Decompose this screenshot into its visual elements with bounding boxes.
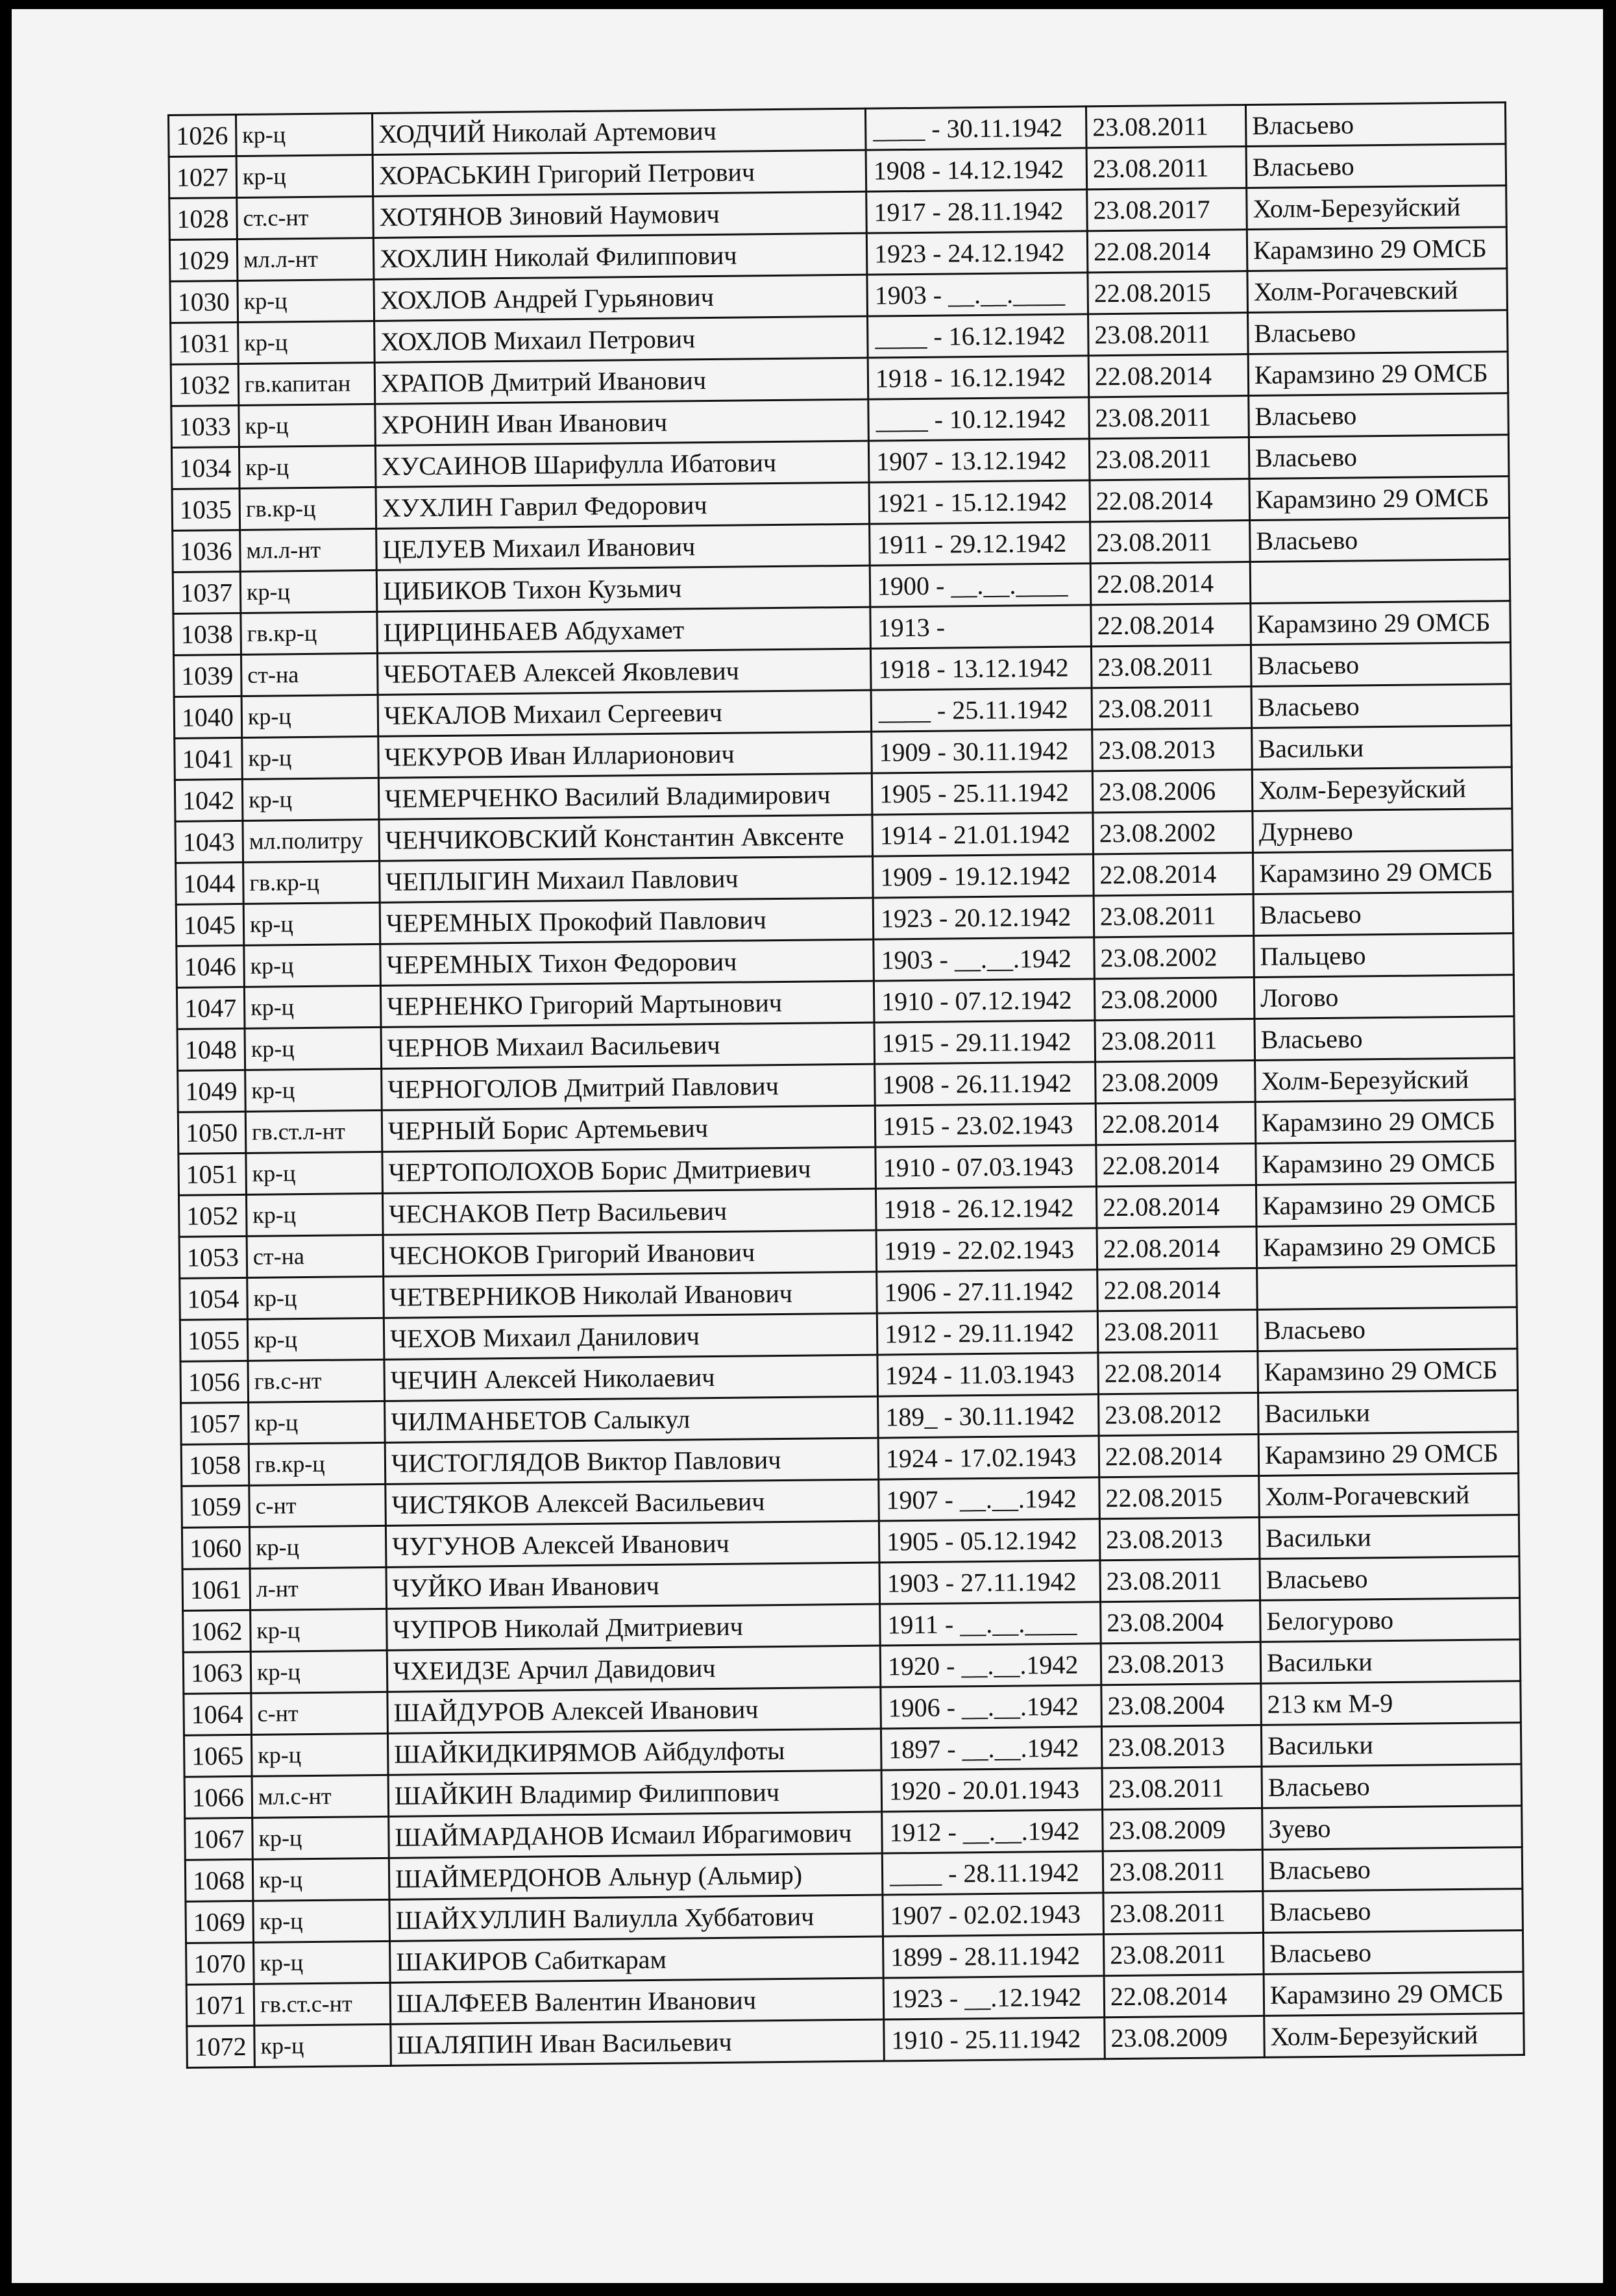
burial-place-cell: Власьево (1262, 1764, 1522, 1808)
full-name-cell: ЧЕХОВ Михаил Данилович (384, 1313, 877, 1359)
rank-cell: кр-ц (239, 445, 376, 488)
rank-cell: кр-ц (238, 321, 375, 364)
life-dates-cell: 189_ - 30.11.1942 (878, 1394, 1099, 1438)
burial-register-table (167, 101, 1525, 2069)
rank-cell: гв.с-нт (248, 1359, 385, 1402)
row-number-cell: 1028 (169, 197, 238, 240)
reburial-date-cell: 23.08.2011 (1090, 521, 1251, 563)
row-number-cell: 1068 (185, 1859, 253, 1901)
row-number-cell: 1029 (169, 239, 238, 281)
burial-place-cell: Карамзино 29 ОМСБ (1258, 1432, 1519, 1476)
burial-place-cell: Холм-Рогачевский (1259, 1474, 1519, 1518)
row-number-cell: 1067 (185, 1818, 253, 1860)
row-number-cell: 1041 (175, 737, 243, 780)
life-dates-cell: 1903 - 27.11.1942 (879, 1561, 1101, 1604)
full-name-cell: ЧЕРНОГОЛОВ Дмитрий Павлович (382, 1064, 875, 1110)
reburial-date-cell: 23.08.2006 (1092, 770, 1253, 813)
life-dates-cell: ____ - 10.12.1942 (868, 397, 1090, 441)
row-number-cell: 1072 (187, 2025, 255, 2068)
rank-cell: кр-ц (244, 985, 381, 1028)
rank-cell: с-нт (249, 1484, 386, 1527)
burial-place-cell: Зуево (1262, 1806, 1523, 1850)
rank-cell: ст-на (247, 1235, 384, 1278)
rank-cell: гв.кр-ц (241, 611, 378, 654)
burial-place-cell: Карамзино 29 ОМСБ (1247, 227, 1507, 271)
reburial-date-cell: 23.08.2013 (1101, 1642, 1261, 1685)
row-number-cell: 1058 (181, 1444, 249, 1486)
row-number-cell: 1060 (182, 1527, 250, 1569)
reburial-date-cell: 23.08.2011 (1103, 1891, 1264, 1934)
full-name-cell: ЧИСТОГЛЯДОВ Виктор Павлович (385, 1438, 879, 1484)
life-dates-cell: 1921 - 15.12.1942 (869, 480, 1090, 524)
reburial-date-cell: 23.08.2011 (1103, 1849, 1263, 1892)
full-name-cell: ШАЙКИДКИРЯМОВ Айбдулфоты (387, 1729, 881, 1775)
life-dates-cell: 1924 - 17.02.1943 (878, 1436, 1099, 1479)
rank-cell: кр-ц (246, 1152, 383, 1194)
rank-cell: кр-ц (251, 1733, 388, 1776)
life-dates-cell: 1918 - 13.12.1942 (870, 647, 1092, 690)
life-dates-cell: ____ - 30.11.1942 (865, 106, 1086, 150)
rank-cell: кр-ц (236, 154, 373, 197)
reburial-date-cell: 23.08.2012 (1098, 1392, 1258, 1435)
full-name-cell: ЧЕТВЕРНИКОВ Николай Иванович (384, 1272, 877, 1318)
reburial-date-cell: 23.08.2011 (1095, 1018, 1255, 1061)
row-number-cell: 1049 (178, 1070, 246, 1112)
burial-place-cell: Карамзино 29 ОМСБ (1256, 1141, 1516, 1185)
burial-place-cell: Власьево (1249, 435, 1509, 479)
full-name-cell: ЧИЛМАНБЕТОВ Салыкул (385, 1396, 879, 1442)
full-name-cell: ЧЕРЕМНЫХ Прокофий Павлович (380, 898, 874, 944)
rank-cell: кр-ц (247, 1318, 384, 1361)
reburial-date-cell: 22.08.2014 (1091, 604, 1251, 647)
row-number-cell: 1056 (180, 1361, 249, 1403)
life-dates-cell: 1907 - 02.02.1943 (883, 1893, 1104, 1936)
full-name-cell: ШАЙКИН Владимир Филиппович (388, 1770, 882, 1816)
full-name-cell: ЧЕКАЛОВ Михаил Сергеевич (378, 690, 872, 736)
rank-cell: кр-ц (244, 944, 381, 987)
rank-cell: гв.ст.с-нт (254, 1982, 391, 2025)
row-number-cell: 1030 (170, 280, 238, 323)
life-dates-cell: ____ - 25.11.1942 (871, 688, 1092, 732)
row-number-cell: 1071 (186, 1984, 254, 2026)
full-name-cell: ХРАПОВ Дмитрий Иванович (374, 358, 868, 404)
life-dates-cell: 1906 - 27.11.1942 (877, 1270, 1098, 1313)
life-dates-cell: 1900 - __.__.____ (870, 563, 1091, 607)
life-dates-cell: 1923 - __.12.1942 (883, 1976, 1105, 2019)
full-name-cell: ХОХЛИН Николай Филиппович (373, 233, 867, 279)
full-name-cell: ЧУПРОВ Николай Дмитриевич (387, 1604, 881, 1650)
life-dates-cell: ____ - 28.11.1942 (882, 1851, 1103, 1895)
register-body (169, 103, 1524, 2068)
rank-cell: с-нт (251, 1692, 388, 1734)
row-number-cell: 1063 (183, 1651, 251, 1694)
rank-cell: кр-ц (245, 1027, 382, 1070)
full-name-cell: ЦИРЦИНБАЕВ Абдухамет (377, 607, 871, 653)
row-number-cell: 1038 (173, 613, 241, 655)
row-number-cell: 1059 (182, 1485, 250, 1527)
reburial-date-cell: 23.08.2011 (1089, 396, 1249, 439)
reburial-date-cell: 22.08.2014 (1097, 1226, 1257, 1269)
rank-cell: гв.капитан (238, 362, 375, 405)
full-name-cell: ХРОНИН Иван Иванович (375, 399, 869, 445)
full-name-cell: ШАЙХУЛЛИН Валиулла Хуббатович (389, 1895, 883, 1941)
life-dates-cell: 1920 - __.__.1942 (880, 1644, 1101, 1687)
row-number-cell: 1064 (184, 1693, 252, 1735)
reburial-date-cell: 23.08.2011 (1091, 645, 1251, 688)
life-dates-cell: 1918 - 26.12.1942 (875, 1187, 1097, 1230)
reburial-date-cell: 23.08.2004 (1101, 1600, 1261, 1643)
burial-place-cell: Дурнево (1253, 809, 1513, 853)
full-name-cell: ХОХЛОВ Андрей Гурьянович (374, 275, 868, 321)
full-name-cell: ЧЕКУРОВ Иван Илларионович (378, 732, 872, 778)
reburial-date-cell: 23.08.2011 (1097, 1309, 1258, 1352)
full-name-cell: ЧУГУНОВ Алексей Иванович (386, 1521, 879, 1567)
reburial-date-cell: 23.08.2011 (1092, 687, 1252, 730)
full-name-cell: ШАЛЯПИН Иван Васильевич (391, 2019, 885, 2066)
reburial-date-cell: 22.08.2015 (1099, 1475, 1260, 1518)
reburial-date-cell: 23.08.2004 (1101, 1683, 1262, 1726)
full-name-cell: ХОРАСЬКИН Григорий Петрович (373, 150, 866, 196)
rank-cell: кр-ц (252, 1858, 389, 1901)
reburial-date-cell: 22.08.2014 (1087, 230, 1247, 273)
row-number-cell: 1031 (171, 322, 239, 364)
reburial-date-cell: 22.08.2014 (1098, 1351, 1258, 1394)
row-number-cell: 1046 (177, 945, 245, 987)
burial-place-cell: 213 км М-9 (1261, 1681, 1521, 1725)
reburial-date-cell: 23.08.2011 (1102, 1766, 1262, 1809)
burial-place-cell: Власьево (1248, 310, 1508, 354)
life-dates-cell: 1903 - __.__.____ (867, 273, 1088, 316)
row-number-cell: 1026 (169, 114, 237, 156)
rank-cell: кр-ц (249, 1525, 386, 1568)
row-number-cell: 1062 (183, 1610, 251, 1652)
rank-cell: кр-ц (239, 404, 376, 447)
life-dates-cell: 1914 - 21.01.1942 (872, 813, 1094, 856)
burial-place-cell: Карамзино 29 ОМСБ (1258, 1349, 1518, 1393)
full-name-cell: ХУСАИНОВ Шарифулла Ибатович (375, 441, 869, 487)
burial-place-cell: Васильки (1259, 1515, 1519, 1559)
rank-cell: кр-ц (247, 1276, 384, 1319)
rank-cell: мл.л-нт (237, 238, 374, 280)
burial-place-cell: Карамзино 29 ОМСБ (1248, 352, 1508, 396)
life-dates-cell: 1923 - 20.12.1942 (873, 896, 1094, 939)
full-name-cell: ЧЕСНОКОВ Григорий Иванович (383, 1230, 877, 1276)
rank-cell: кр-ц (241, 695, 378, 737)
row-number-cell: 1050 (178, 1111, 246, 1154)
life-dates-cell: 1910 - 07.03.1943 (875, 1145, 1097, 1189)
reburial-date-cell: 23.08.2011 (1086, 147, 1247, 190)
rank-cell: гв.ст.л-нт (245, 1110, 382, 1153)
burial-place-cell: Власьево (1253, 892, 1513, 936)
burial-place-cell: Власьево (1251, 684, 1512, 728)
reburial-date-cell: 22.08.2014 (1088, 354, 1249, 397)
reburial-date-cell: 23.08.2002 (1094, 935, 1255, 978)
full-name-cell: ЦЕЛУЕВ Михаил Иванович (376, 524, 870, 570)
life-dates-cell: 1909 - 19.12.1942 (873, 854, 1094, 898)
life-dates-cell: 1923 - 24.12.1942 (866, 231, 1088, 275)
row-number-cell: 1051 (178, 1153, 247, 1195)
full-name-cell: ЧЕРНЫЙ Борис Артемьевич (382, 1105, 875, 1152)
full-name-cell: ЧЕЧИН Алексей Николаевич (384, 1355, 878, 1401)
full-name-cell: ШАКИРОВ Сабиткарам (390, 1936, 884, 1982)
life-dates-cell: 1908 - 26.11.1942 (875, 1062, 1096, 1105)
life-dates-cell: 1907 - __.__.1942 (879, 1477, 1100, 1521)
life-dates-cell: 1909 - 30.11.1942 (872, 730, 1093, 773)
row-number-cell: 1042 (175, 779, 243, 821)
burial-place-cell: Логово (1254, 975, 1514, 1019)
life-dates-cell: 1905 - 05.12.1942 (879, 1519, 1100, 1562)
rank-cell: мл.политру (243, 819, 380, 862)
burial-place-cell: Холм-Березуйский (1255, 1058, 1515, 1102)
full-name-cell: ЧЕПЛЫГИН Михаил Павлович (380, 856, 874, 902)
burial-place-cell: Карамзино 29 ОМСБ (1249, 476, 1510, 521)
life-dates-cell: ____ - 16.12.1942 (868, 314, 1089, 358)
rank-cell: кр-ц (240, 570, 377, 613)
full-name-cell: ЧЕРЕМНЫХ Тихон Федорович (380, 939, 874, 985)
row-number-cell: 1048 (177, 1028, 245, 1070)
scanned-page (12, 9, 1603, 2283)
reburial-date-cell: 23.08.2017 (1087, 188, 1247, 231)
rank-cell: кр-ц (251, 1609, 387, 1651)
rank-cell: л-нт (250, 1567, 387, 1610)
row-number-cell: 1036 (173, 530, 241, 572)
rank-cell: кр-ц (242, 736, 379, 779)
row-number-cell: 1043 (175, 821, 243, 863)
full-name-cell: ЧИСТЯКОВ Алексей Васильевич (386, 1479, 879, 1525)
rank-cell: гв.кр-ц (249, 1442, 386, 1485)
burial-place-cell: Холм-Березуйский (1247, 186, 1507, 230)
row-number-cell: 1055 (180, 1319, 248, 1361)
full-name-cell: ШАЙМАРДАНОВ Исмаил Ибрагимович (389, 1812, 883, 1858)
life-dates-cell: 1899 - 28.11.1942 (883, 1934, 1104, 1978)
row-number-cell: 1032 (171, 364, 239, 406)
full-name-cell: ХУХЛИН Гаврил Федорович (376, 482, 870, 528)
reburial-date-cell: 23.08.2009 (1103, 1808, 1263, 1851)
row-number-cell: 1057 (181, 1402, 249, 1444)
burial-place-cell: Холм-Рогачевский (1247, 269, 1508, 313)
life-dates-cell: 1912 - 29.11.1942 (877, 1311, 1098, 1355)
rank-cell: кр-ц (236, 113, 373, 156)
full-name-cell: ЧЕНЧИКОВСКИЙ Константин Авксенте (379, 815, 873, 861)
burial-place-cell: Карамзино 29 ОМСБ (1255, 1100, 1515, 1144)
rank-cell: ст-на (241, 653, 378, 696)
life-dates-cell: 1913 - (870, 605, 1092, 648)
full-name-cell: ЧЕРТОПОЛОХОВ Борис Дмитриевич (382, 1147, 876, 1193)
reburial-date-cell: 22.08.2014 (1097, 1268, 1258, 1311)
life-dates-cell: 1919 - 22.02.1943 (876, 1228, 1097, 1272)
reburial-date-cell: 22.08.2014 (1090, 479, 1250, 522)
row-number-cell: 1034 (171, 447, 239, 489)
burial-place-cell (1250, 560, 1510, 604)
row-number-cell: 1053 (179, 1236, 247, 1278)
burial-place-cell: Холм-Березуйский (1264, 2014, 1524, 2058)
life-dates-cell: 1911 - 29.12.1942 (870, 522, 1091, 565)
full-name-cell: ХОДЧИЙ Николай Артемович (372, 108, 866, 154)
row-number-cell: 1040 (174, 696, 242, 738)
row-number-cell: 1052 (178, 1194, 247, 1237)
row-number-cell: 1065 (184, 1734, 252, 1777)
row-number-cell: 1035 (172, 488, 240, 530)
row-number-cell: 1039 (174, 654, 242, 697)
reburial-date-cell: 23.08.2002 (1093, 811, 1253, 854)
burial-place-cell: Васильки (1252, 726, 1512, 770)
rank-cell: кр-ц (254, 1941, 391, 1984)
life-dates-cell: 1917 - 28.11.1942 (866, 190, 1088, 233)
full-name-cell: ЦИБИКОВ Тихон Кузьмич (376, 565, 870, 611)
full-name-cell: ЧХЕИДЗЕ Арчил Давидович (387, 1646, 881, 1692)
full-name-cell: ЧЕРНОВ Михаил Васильевич (381, 1022, 875, 1068)
rank-cell: кр-ц (238, 279, 374, 322)
burial-place-cell: Власьево (1255, 1017, 1515, 1061)
full-name-cell: ЧЕСНАКОВ Петр Васильевич (382, 1189, 876, 1235)
burial-place-cell: Васильки (1258, 1390, 1518, 1435)
burial-place-cell: Пальцево (1254, 933, 1514, 978)
reburial-date-cell: 22.08.2014 (1090, 562, 1251, 605)
life-dates-cell: 1920 - 20.01.1943 (881, 1768, 1103, 1812)
reburial-date-cell: 23.08.2011 (1088, 313, 1249, 356)
row-number-cell: 1027 (169, 156, 237, 198)
life-dates-cell: 1908 - 14.12.1942 (866, 148, 1087, 191)
reburial-date-cell: 22.08.2015 (1088, 271, 1248, 314)
reburial-date-cell: 23.08.2011 (1103, 1932, 1264, 1975)
rank-cell: кр-ц (245, 1068, 382, 1111)
burial-place-cell: Карамзино 29 ОМСБ (1256, 1183, 1516, 1227)
reburial-date-cell: 23.08.2013 (1092, 728, 1253, 771)
burial-place-cell: Васильки (1261, 1723, 1521, 1767)
reburial-date-cell: 22.08.2014 (1094, 852, 1254, 895)
life-dates-cell: 1897 - __.__.1942 (881, 1727, 1102, 1770)
burial-place-cell: Васильки (1260, 1640, 1521, 1684)
life-dates-cell: 1910 - 25.11.1942 (884, 2018, 1105, 2061)
reburial-date-cell: 23.08.2011 (1094, 894, 1254, 937)
row-number-cell: 1054 (180, 1278, 248, 1320)
life-dates-cell: 1903 - __.__.1942 (874, 937, 1095, 981)
rank-cell: кр-ц (251, 1650, 387, 1693)
row-number-cell: 1044 (176, 862, 244, 904)
rank-cell: кр-ц (246, 1193, 383, 1236)
reburial-date-cell: 23.08.2011 (1100, 1559, 1260, 1601)
full-name-cell: ЧЕРНЕНКО Григорий Мартынович (380, 981, 874, 1027)
life-dates-cell: 1912 - __.__.1942 (882, 1810, 1103, 1853)
rank-cell: кр-ц (253, 1899, 390, 1942)
row-number-cell: 1045 (176, 904, 244, 946)
burial-place-cell: Власьево (1257, 1307, 1517, 1352)
life-dates-cell: 1915 - 23.02.1943 (875, 1104, 1096, 1147)
burial-place-cell: Власьево (1262, 1847, 1523, 1892)
reburial-date-cell: 23.08.2011 (1089, 438, 1249, 480)
rank-cell: гв.кр-ц (239, 487, 376, 530)
full-name-cell: ШАЙДУРОВ Алексей Иванович (387, 1687, 881, 1733)
rank-cell: кр-ц (249, 1401, 386, 1444)
life-dates-cell: 1915 - 29.11.1942 (874, 1020, 1096, 1064)
burial-place-cell: Власьево (1245, 103, 1506, 147)
reburial-date-cell: 23.08.2013 (1101, 1725, 1262, 1768)
burial-place-cell: Власьево (1246, 144, 1506, 188)
reburial-date-cell: 23.08.2011 (1086, 105, 1246, 148)
reburial-date-cell: 22.08.2014 (1104, 1974, 1264, 2017)
burial-place-cell: Власьево (1249, 393, 1509, 438)
rank-cell: мл.л-нт (240, 528, 377, 571)
life-dates-cell: 1924 - 11.03.1943 (877, 1353, 1099, 1396)
full-name-cell: ЧЕБОТАЕВ Алексей Яковлевич (377, 648, 871, 695)
burial-place-cell: Карамзино 29 ОМСБ (1251, 601, 1511, 645)
row-number-cell: 1066 (184, 1776, 252, 1818)
burial-place-cell: Карамзино 29 ОМСБ (1256, 1224, 1517, 1268)
reburial-date-cell: 22.08.2014 (1096, 1185, 1256, 1228)
life-dates-cell: 1918 - 16.12.1942 (868, 356, 1089, 399)
rank-cell: ст.с-нт (237, 196, 374, 239)
full-name-cell: ШАЙМЕРДОНОВ Альнур (Альмир) (389, 1853, 883, 1899)
row-number-cell: 1070 (186, 1942, 254, 1984)
burial-place-cell: Власьево (1260, 1557, 1520, 1601)
rank-cell: гв.кр-ц (243, 861, 380, 904)
burial-place-cell (1257, 1266, 1517, 1310)
row-number-cell: 1061 (182, 1568, 251, 1611)
burial-place-cell: Власьево (1263, 1931, 1523, 1975)
full-name-cell: ЧУЙКО Иван Иванович (386, 1562, 880, 1609)
rank-cell: мл.с-нт (252, 1775, 389, 1818)
burial-place-cell: Холм-Березуйский (1252, 767, 1512, 811)
reburial-date-cell: 22.08.2014 (1096, 1102, 1256, 1144)
reburial-date-cell: 23.08.2009 (1105, 2016, 1265, 2058)
rank-cell: кр-ц (254, 2024, 391, 2067)
burial-place-cell: Карамзино 29 ОМСБ (1253, 850, 1513, 895)
reburial-date-cell: 23.08.2013 (1099, 1517, 1260, 1560)
row-number-cell: 1037 (173, 571, 241, 613)
rank-cell: кр-ц (243, 902, 380, 945)
reburial-date-cell: 23.08.2009 (1096, 1060, 1256, 1103)
burial-place-cell: Карамзино 29 ОМСБ (1264, 1972, 1524, 2016)
reburial-date-cell: 22.08.2014 (1096, 1143, 1256, 1186)
life-dates-cell: 1906 - __.__.1942 (881, 1685, 1102, 1729)
reburial-date-cell: 23.08.2000 (1094, 977, 1255, 1020)
burial-place-cell: Власьево (1250, 518, 1510, 562)
full-name-cell: ШАЛФЕЕВ Валентин Иванович (390, 1978, 884, 2024)
row-number-cell: 1069 (186, 1901, 254, 1943)
row-number-cell: 1047 (177, 987, 245, 1029)
burial-place-cell: Власьево (1263, 1889, 1523, 1933)
full-name-cell: ХОТЯНОВ Зиновий Наумович (373, 191, 867, 238)
life-dates-cell: 1910 - 07.12.1942 (874, 979, 1095, 1022)
rank-cell: кр-ц (252, 1816, 389, 1859)
rank-cell: кр-ц (242, 778, 379, 821)
row-number-cell: 1033 (171, 405, 239, 447)
life-dates-cell: 1911 - __.__.____ (880, 1602, 1101, 1646)
full-name-cell: ХОХЛОВ Михаил Петрович (374, 316, 868, 362)
burial-place-cell: Белогурово (1260, 1598, 1521, 1642)
life-dates-cell: 1905 - 25.11.1942 (872, 771, 1093, 815)
life-dates-cell: 1907 - 13.12.1942 (868, 439, 1090, 482)
full-name-cell: ЧЕМЕРЧЕНКО Василий Владимирович (378, 773, 872, 819)
reburial-date-cell: 22.08.2014 (1099, 1434, 1259, 1477)
burial-place-cell: Власьево (1251, 643, 1511, 687)
